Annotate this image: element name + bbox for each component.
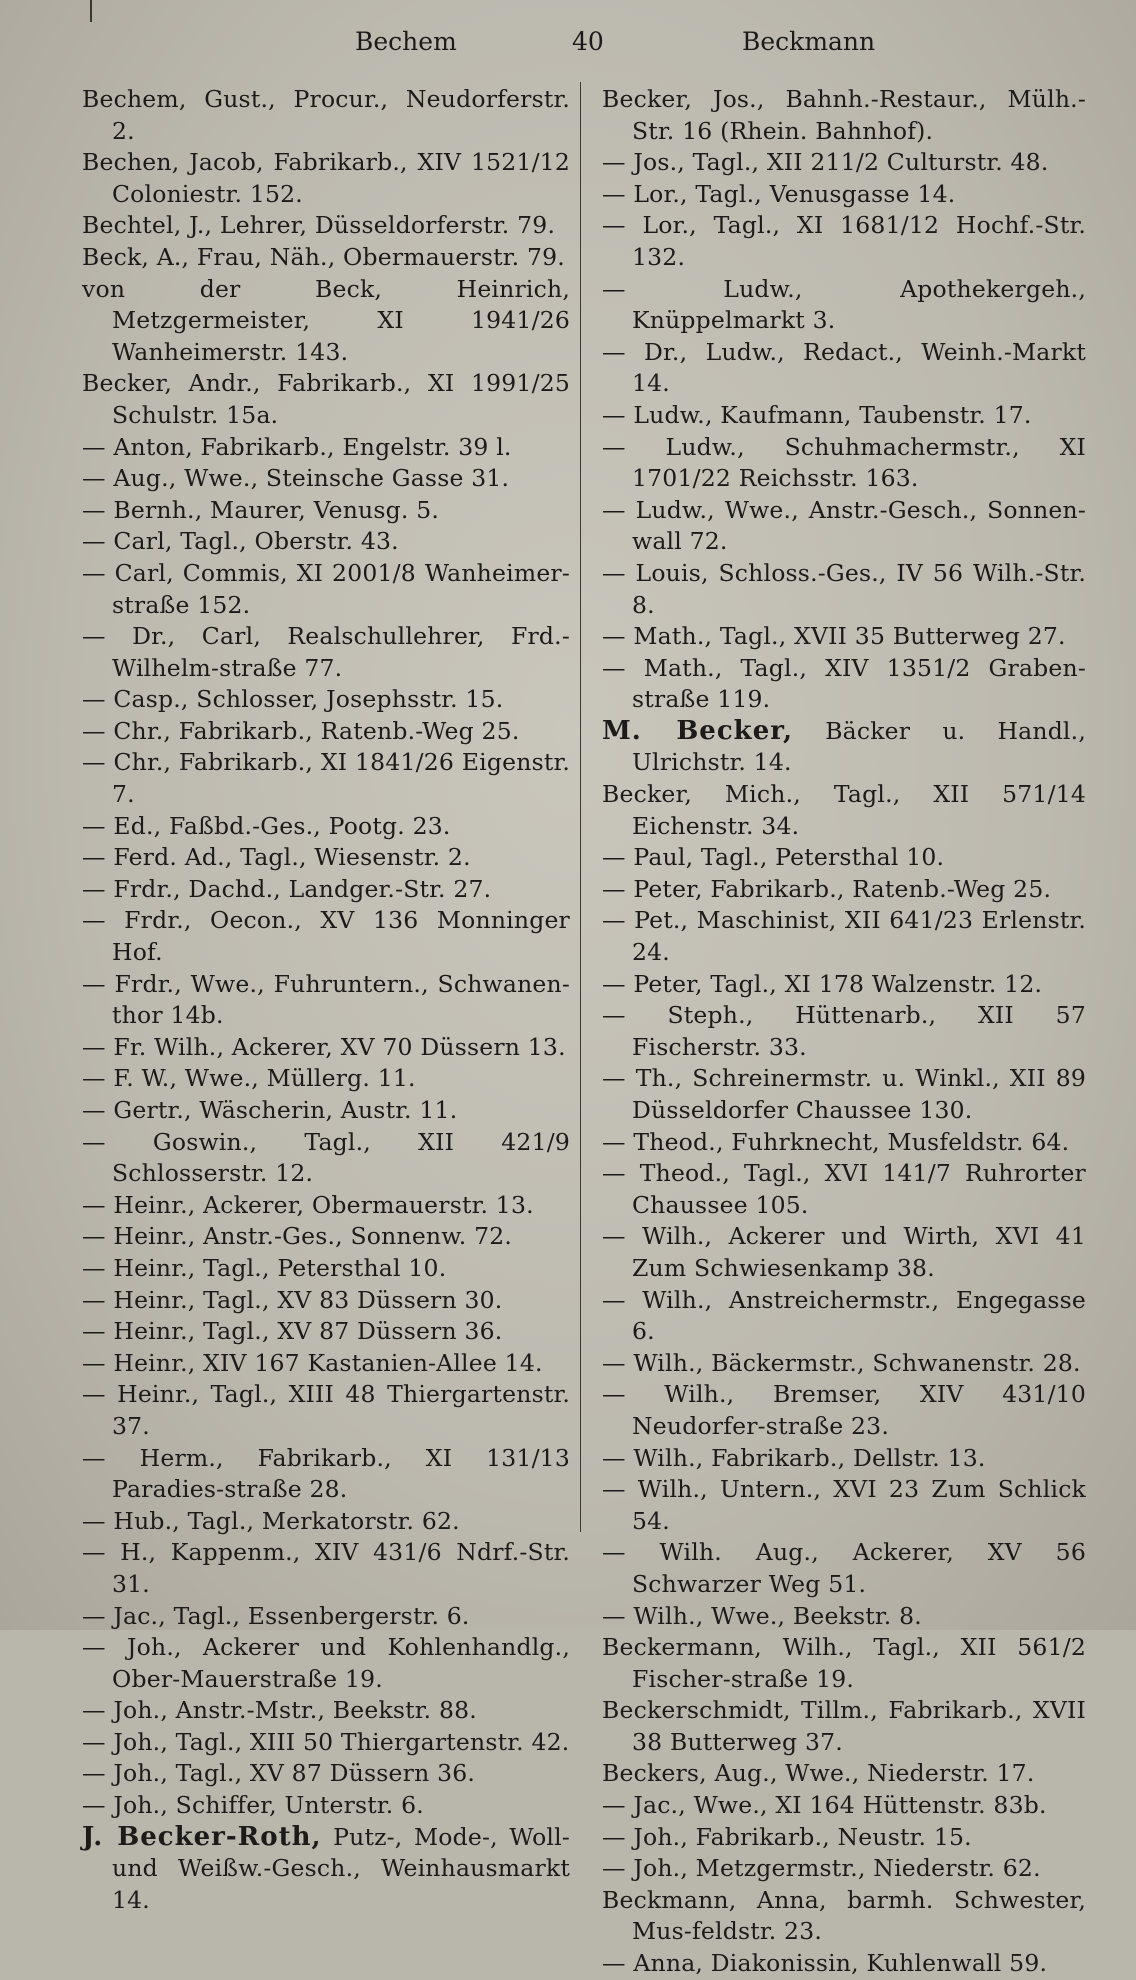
directory-entry — [602, 1758, 1086, 1790]
directory-entry — [602, 495, 1086, 558]
directory-entry — [82, 210, 570, 242]
directory-entry — [82, 1727, 570, 1759]
entry-text: — Anna, Diakonissin, Kuhlenwall 59. — [602, 1949, 1048, 1978]
directory-entry — [602, 969, 1086, 1001]
page-header — [0, 22, 1136, 62]
directory-entry — [82, 621, 570, 684]
column-divider — [580, 82, 581, 1532]
directory-entry — [602, 1948, 1086, 1980]
entry-text: — Joh., Schiffer, Unterstr. 6. — [82, 1791, 424, 1820]
entry-text: — Ludw., Wwe., Anstr.-Gesch., Sonnen-wall 72. — [602, 495, 1086, 556]
entry-text: — Frdr., Oecon., XV 136 Monninger Hof. — [82, 906, 570, 967]
directory-entry — [602, 1790, 1086, 1822]
directory-entry — [82, 1537, 570, 1600]
entry-text: — Lor., Tagl., Venusgasse 14. — [602, 179, 956, 208]
directory-entry — [82, 1758, 570, 1790]
entry-text: Beck, A., Frau, Näh., Obermauerstr. 79. — [82, 242, 565, 271]
entry-text: — Ed., Faßbd.-Ges., Pootg. 23. — [82, 811, 451, 840]
directory-entry — [602, 1474, 1086, 1537]
directory-entry — [602, 1285, 1086, 1348]
entry-text: — Math., Tagl., XVII 35 Butterweg 27. — [602, 622, 1066, 651]
entry-text: — Goswin., Tagl., XII 421/9 Schlosserstr. 12. — [82, 1127, 570, 1188]
directory-entry — [82, 842, 570, 874]
directory-entry — [82, 495, 570, 527]
directory-entry — [602, 1632, 1086, 1695]
entry-text: — Ludw., Apothekergeh., Knüppelmarkt 3. — [602, 274, 1086, 335]
directory-entry — [602, 1158, 1086, 1221]
entry-text: — Joh., Metzgermstr., Niederstr. 62. — [602, 1854, 1041, 1883]
entry-text: — Heinr., Anstr.-Ges., Sonnenw. 72. — [82, 1222, 513, 1251]
entry-text: Bäcker u. Handl., Ulrichstr. 14. — [632, 716, 1086, 777]
directory-entry — [82, 1601, 570, 1633]
entry-text: — Wilh., Bäckermstr., Schwanenstr. 28. — [602, 1348, 1081, 1377]
entry-text: — Fr. Wilh., Ackerer, XV 70 Düssern 13. — [82, 1032, 566, 1061]
entry-text: — Theod., Fuhrknecht, Musfeldstr. 64. — [602, 1127, 1070, 1156]
entry-text: — Wilh., Wwe., Beekstr. 8. — [602, 1601, 922, 1630]
directory-entry — [602, 1221, 1086, 1284]
directory-entry — [82, 274, 570, 369]
entry-text: — Math., Tagl., XIV 1351/2 Graben-straße 119. — [602, 653, 1086, 714]
right-column — [602, 84, 1086, 1980]
directory-entry — [82, 716, 570, 748]
entry-text: — Wilh., Ackerer und Wirth, XVI 41 Zum Schwiesenkamp 38. — [602, 1222, 1086, 1282]
entry-text: — Heinr., Tagl., XV 83 Düssern 30. — [82, 1285, 503, 1314]
directory-entry — [602, 1127, 1086, 1159]
entry-text: Beckmann, Anna, barmh. Schwester, Mus-feldstr. 23. — [602, 1885, 1086, 1946]
entry-text: Becker, Mich., Tagl., XII 571/14 Eichenstr. 34. — [602, 780, 1086, 840]
directory-entry — [82, 526, 570, 558]
entry-text: — Joh., Anstr.-Mstr., Beekstr. 88. — [82, 1696, 477, 1725]
entry-text: — Chr., Fabrikarb., Ratenb.-Weg 25. — [82, 716, 520, 745]
directory-entry — [602, 1885, 1086, 1948]
header-left-catchword: Bechem — [355, 27, 457, 56]
entry-text: von der Beck, Heinrich, Metzgermeister, XI 1941/26 Wanheimerstr. 143. — [82, 274, 570, 366]
entry-text: — Theod., Tagl., XVI 141/7 Ruhrorter Chaussee 105. — [602, 1159, 1086, 1219]
entry-text: — Pet., Maschinist, XII 641/23 Erlenstr. 24. — [602, 906, 1086, 967]
entry-lead-name: M. Becker, — [602, 715, 794, 746]
entry-text: — Frdr., Wwe., Fuhruntern., Schwanen-thor 14b. — [82, 969, 570, 1030]
page-number: 40 — [572, 27, 604, 56]
directory-entry — [82, 1316, 570, 1348]
entry-text: — Ferd. Ad., Tagl., Wiesenstr. 2. — [82, 843, 471, 872]
directory-entry — [602, 842, 1086, 874]
entry-text: — Bernh., Maurer, Venusg. 5. — [82, 495, 440, 524]
directory-entry — [82, 1095, 570, 1127]
directory-entry — [82, 1348, 570, 1380]
entry-text: — Frdr., Dachd., Landger.-Str. 27. — [82, 874, 492, 903]
directory-entry — [602, 1537, 1086, 1600]
directory-entry — [602, 1379, 1086, 1442]
entry-text: — Carl, Tagl., Oberstr. 43. — [82, 527, 399, 556]
directory-entry — [82, 1063, 570, 1095]
directory-entry — [82, 905, 570, 968]
entry-text: Becker, Andr., Fabrikarb., XI 1991/25 Schulstr. 15a. — [82, 369, 570, 429]
entry-text: Putz-, Mode-, Woll- und Weißw.-Gesch., Weinhausmarkt 14. — [112, 1822, 570, 1914]
directory-entry — [82, 84, 570, 147]
entry-text: — Joh., Fabrikarb., Neustr. 15. — [602, 1822, 972, 1851]
directory-entry — [82, 1822, 570, 1917]
entry-text: — Joh., Ackerer und Kohlenhandlg., Ober-Mauerstraße 19. — [82, 1633, 570, 1693]
entry-text: Bechtel, J., Lehrer, Düsseldorferstr. 79. — [82, 211, 556, 240]
entry-text: — Jos., Tagl., XII 211/2 Culturstr. 48. — [602, 148, 1049, 177]
directory-entry — [82, 463, 570, 495]
entry-text: — Ludw., Kaufmann, Taubenstr. 17. — [602, 400, 1032, 429]
directory-entry — [602, 179, 1086, 211]
directory-entry — [82, 368, 570, 431]
entry-text: — Aug., Wwe., Steinsche Gasse 31. — [82, 464, 510, 493]
entry-text: — Heinr., XIV 167 Kastanien-Allee 14. — [82, 1348, 543, 1377]
directory-entry — [82, 1032, 570, 1064]
entry-text: — Lor., Tagl., XI 1681/12 Hochf.-Str. 132. — [602, 211, 1086, 271]
entry-text: — Wilh., Bremser, XIV 431/10 Neudorfer-straße 23. — [602, 1380, 1086, 1440]
directory-entry — [602, 716, 1086, 779]
entry-text: — Louis, Schloss.-Ges., IV 56 Wilh.-Str. 8. — [602, 558, 1086, 619]
entry-text: — Wilh., Fabrikarb., Dellstr. 13. — [602, 1443, 986, 1472]
directory-entry — [602, 1822, 1086, 1854]
directory-entry — [82, 1127, 570, 1190]
directory-entry — [602, 400, 1086, 432]
directory-entry — [82, 432, 570, 464]
entry-text: — Wilh., Anstreichermstr., Engegasse 6. — [602, 1285, 1086, 1346]
entry-text: — Dr., Carl, Realschullehrer, Frd.-Wilhelm-straße 77. — [82, 622, 570, 682]
entry-lead-name: J. Becker-Roth, — [82, 1821, 322, 1852]
entry-text: — Paul, Tagl., Petersthal 10. — [602, 843, 945, 872]
directory-entry — [82, 1790, 570, 1822]
directory-entry — [602, 558, 1086, 621]
directory-entry — [82, 558, 570, 621]
entry-text: Becker, Jos., Bahnh.-Restaur., Mülh.-Str. 16 (Rhein. Bahnhof). — [602, 85, 1086, 145]
directory-entry — [82, 874, 570, 906]
directory-entry — [602, 84, 1086, 147]
directory-entry — [82, 811, 570, 843]
entry-text: — Hub., Tagl., Merkatorstr. 62. — [82, 1506, 460, 1535]
directory-entry — [602, 337, 1086, 400]
entry-text: — Jac., Tagl., Essenbergerstr. 6. — [82, 1601, 470, 1630]
page-edge-mark — [90, 0, 92, 22]
entry-text: — Wilh., Untern., XVI 23 Zum Schlick 54. — [602, 1475, 1086, 1535]
directory-entry — [602, 1601, 1086, 1633]
left-column — [82, 84, 570, 1916]
directory-entry — [602, 1443, 1086, 1475]
entry-text: — Jac., Wwe., XI 164 Hüttenstr. 83b. — [602, 1791, 1047, 1820]
directory-entry — [82, 1190, 570, 1222]
directory-entry — [82, 242, 570, 274]
directory-entry — [82, 1443, 570, 1506]
directory-entry — [602, 432, 1086, 495]
entry-text: — H., Kappenm., XIV 431/6 Ndrf.-Str. 31. — [82, 1538, 570, 1598]
entry-text: — Carl, Commis, XI 2001/8 Wanheimer-straße 152. — [82, 558, 570, 619]
directory-entry — [602, 1853, 1086, 1885]
directory-entry — [82, 969, 570, 1032]
directory-entry — [602, 621, 1086, 653]
directory-entry — [602, 210, 1086, 273]
entry-text: — Gertr., Wäscherin, Austr. 11. — [82, 1096, 458, 1124]
header-right-catchword: Beckmann — [742, 27, 876, 56]
directory-entry — [82, 684, 570, 716]
entry-text: — Peter, Tagl., XI 178 Walzenstr. 12. — [602, 969, 1043, 998]
directory-entry — [82, 1632, 570, 1695]
directory-entry — [602, 1063, 1086, 1126]
entry-text: — Steph., Hüttenarb., XII 57 Fischerstr. 33. — [602, 1001, 1086, 1061]
directory-entry — [602, 905, 1086, 968]
entry-text: — Heinr., Ackerer, Obermauerstr. 13. — [82, 1190, 534, 1219]
directory-entry — [602, 653, 1086, 716]
entry-text: — Joh., Tagl., XV 87 Düssern 36. — [82, 1759, 476, 1788]
directory-entry — [82, 747, 570, 810]
entry-text: — Th., Schreinermstr. u. Winkl., XII 89 Düsseldorfer Chaussee 130. — [602, 1064, 1086, 1124]
directory-entry — [602, 1695, 1086, 1758]
entry-text: Beckermann, Wilh., Tagl., XII 561/2 Fischer-straße 19. — [602, 1633, 1086, 1693]
directory-entry — [82, 1253, 570, 1285]
directory-entry — [82, 1221, 570, 1253]
directory-entry — [602, 147, 1086, 179]
directory-entry — [602, 1000, 1086, 1063]
entry-text: Bechem, Gust., Procur., Neudorferstr. 2. — [82, 85, 570, 145]
entry-text: Beckers, Aug., Wwe., Niederstr. 17. — [602, 1759, 1035, 1788]
entry-text: — F. W., Wwe., Müllerg. 11. — [82, 1064, 416, 1093]
entry-text: — Anton, Fabrikarb., Engelstr. 39 l. — [82, 432, 512, 461]
directory-entry — [82, 1285, 570, 1317]
directory-entry — [82, 1379, 570, 1442]
entry-text: — Dr., Ludw., Redact., Weinh.-Markt 14. — [602, 337, 1086, 398]
directory-entry — [602, 874, 1086, 906]
entry-text: — Chr., Fabrikarb., XI 1841/26 Eigenstr. 7. — [82, 748, 570, 809]
entry-text: — Herm., Fabrikarb., XI 131/13 Paradies-straße 28. — [82, 1443, 570, 1504]
entry-text: — Joh., Tagl., XIII 50 Thiergartenstr. 42. — [82, 1727, 570, 1756]
directory-entry — [82, 1506, 570, 1538]
directory-entry — [82, 1695, 570, 1727]
directory-entry — [602, 779, 1086, 842]
entry-text: — Heinr., Tagl., XV 87 Düssern 36. — [82, 1317, 503, 1346]
directory-entry — [602, 274, 1086, 337]
entry-text: Beckerschmidt, Tillm., Fabrikarb., XVII 38 Butterweg 37. — [602, 1696, 1086, 1756]
entry-text: — Casp., Schlosser, Josephsstr. 15. — [82, 685, 504, 714]
directory-entry — [82, 147, 570, 210]
entry-text: — Heinr., Tagl., Petersthal 10. — [82, 1253, 447, 1282]
entry-text: Bechen, Jacob, Fabrikarb., XIV 1521/12 Coloniestr. 152. — [82, 148, 570, 208]
entry-text: — Heinr., Tagl., XIII 48 Thiergartenstr. 37. — [82, 1380, 570, 1440]
entry-text: — Ludw., Schuhmachermstr., XI 1701/22 Reichsstr. 163. — [602, 432, 1086, 493]
entry-text: — Peter, Fabrikarb., Ratenb.-Weg 25. — [602, 874, 1052, 903]
entry-text: — Wilh. Aug., Ackerer, XV 56 Schwarzer Weg 51. — [602, 1538, 1086, 1598]
directory-entry — [602, 1348, 1086, 1380]
